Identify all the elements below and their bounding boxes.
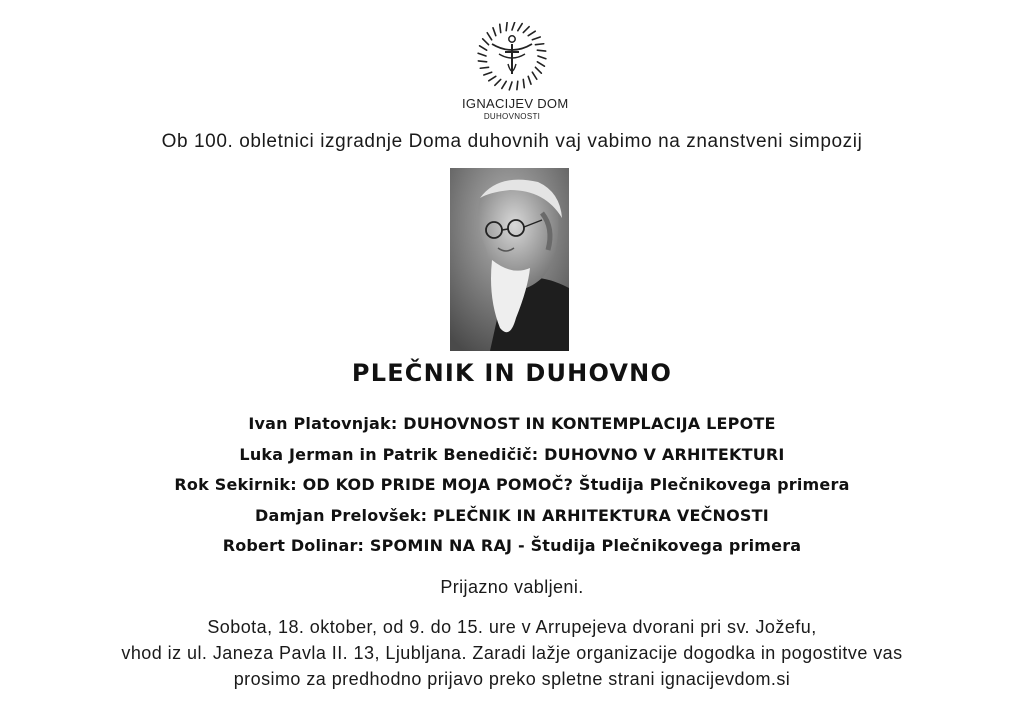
greeting-text: Prijazno vabljeni. bbox=[440, 577, 584, 597]
talk-item: Damjan Prelovšek: PLEČNIK IN ARHITEKTURA VEČNOSTI bbox=[255, 505, 769, 525]
details-line: vhod iz ul. Janeza Pavla II. 13, Ljubljana. Zaradi lažje organizacije dogodka in pogostitve vas bbox=[121, 643, 903, 663]
talk-item: Robert Dolinar: SPOMIN NA RAJ - Študija Plečnikovega primera bbox=[222, 536, 802, 556]
logo-name: IGNACIJEV DOM bbox=[462, 96, 569, 111]
intro-text: Ob 100. obletnici izgradnje Doma duhovnih vaj vabimo na znanstveni simpozij bbox=[161, 131, 863, 152]
event-details bbox=[0, 614, 1024, 692]
details-line: Sobota, 18. oktober, od 9. do 15. ure v Arrupejeva dvorani pri sv. Jožefu, bbox=[207, 617, 817, 637]
talk-item: Rok Sekirnik: OD KOD PRIDE MOJA POMOČ? Študija Plečnikovega primera bbox=[174, 475, 850, 495]
details-line: prosimo za predhodno prijavo preko spletne strani ignacijevdom.si bbox=[233, 669, 791, 689]
portrait-photo bbox=[450, 168, 569, 351]
logo-subtitle: DUHOVNOSTI bbox=[483, 112, 541, 121]
sunburst-cross-icon bbox=[474, 22, 550, 94]
talk-item: Ivan Platovnjak: DUHOVNOST IN KONTEMPLACIJA LEPOTE bbox=[248, 414, 776, 433]
talk-item: Luka Jerman in Patrik Benedičič: DUHOVNO V ARHITEKTURI bbox=[239, 444, 785, 464]
logo bbox=[462, 22, 569, 121]
talk-list bbox=[0, 412, 1024, 565]
event-title: PLEČNIK IN DUHOVNO bbox=[351, 359, 673, 387]
